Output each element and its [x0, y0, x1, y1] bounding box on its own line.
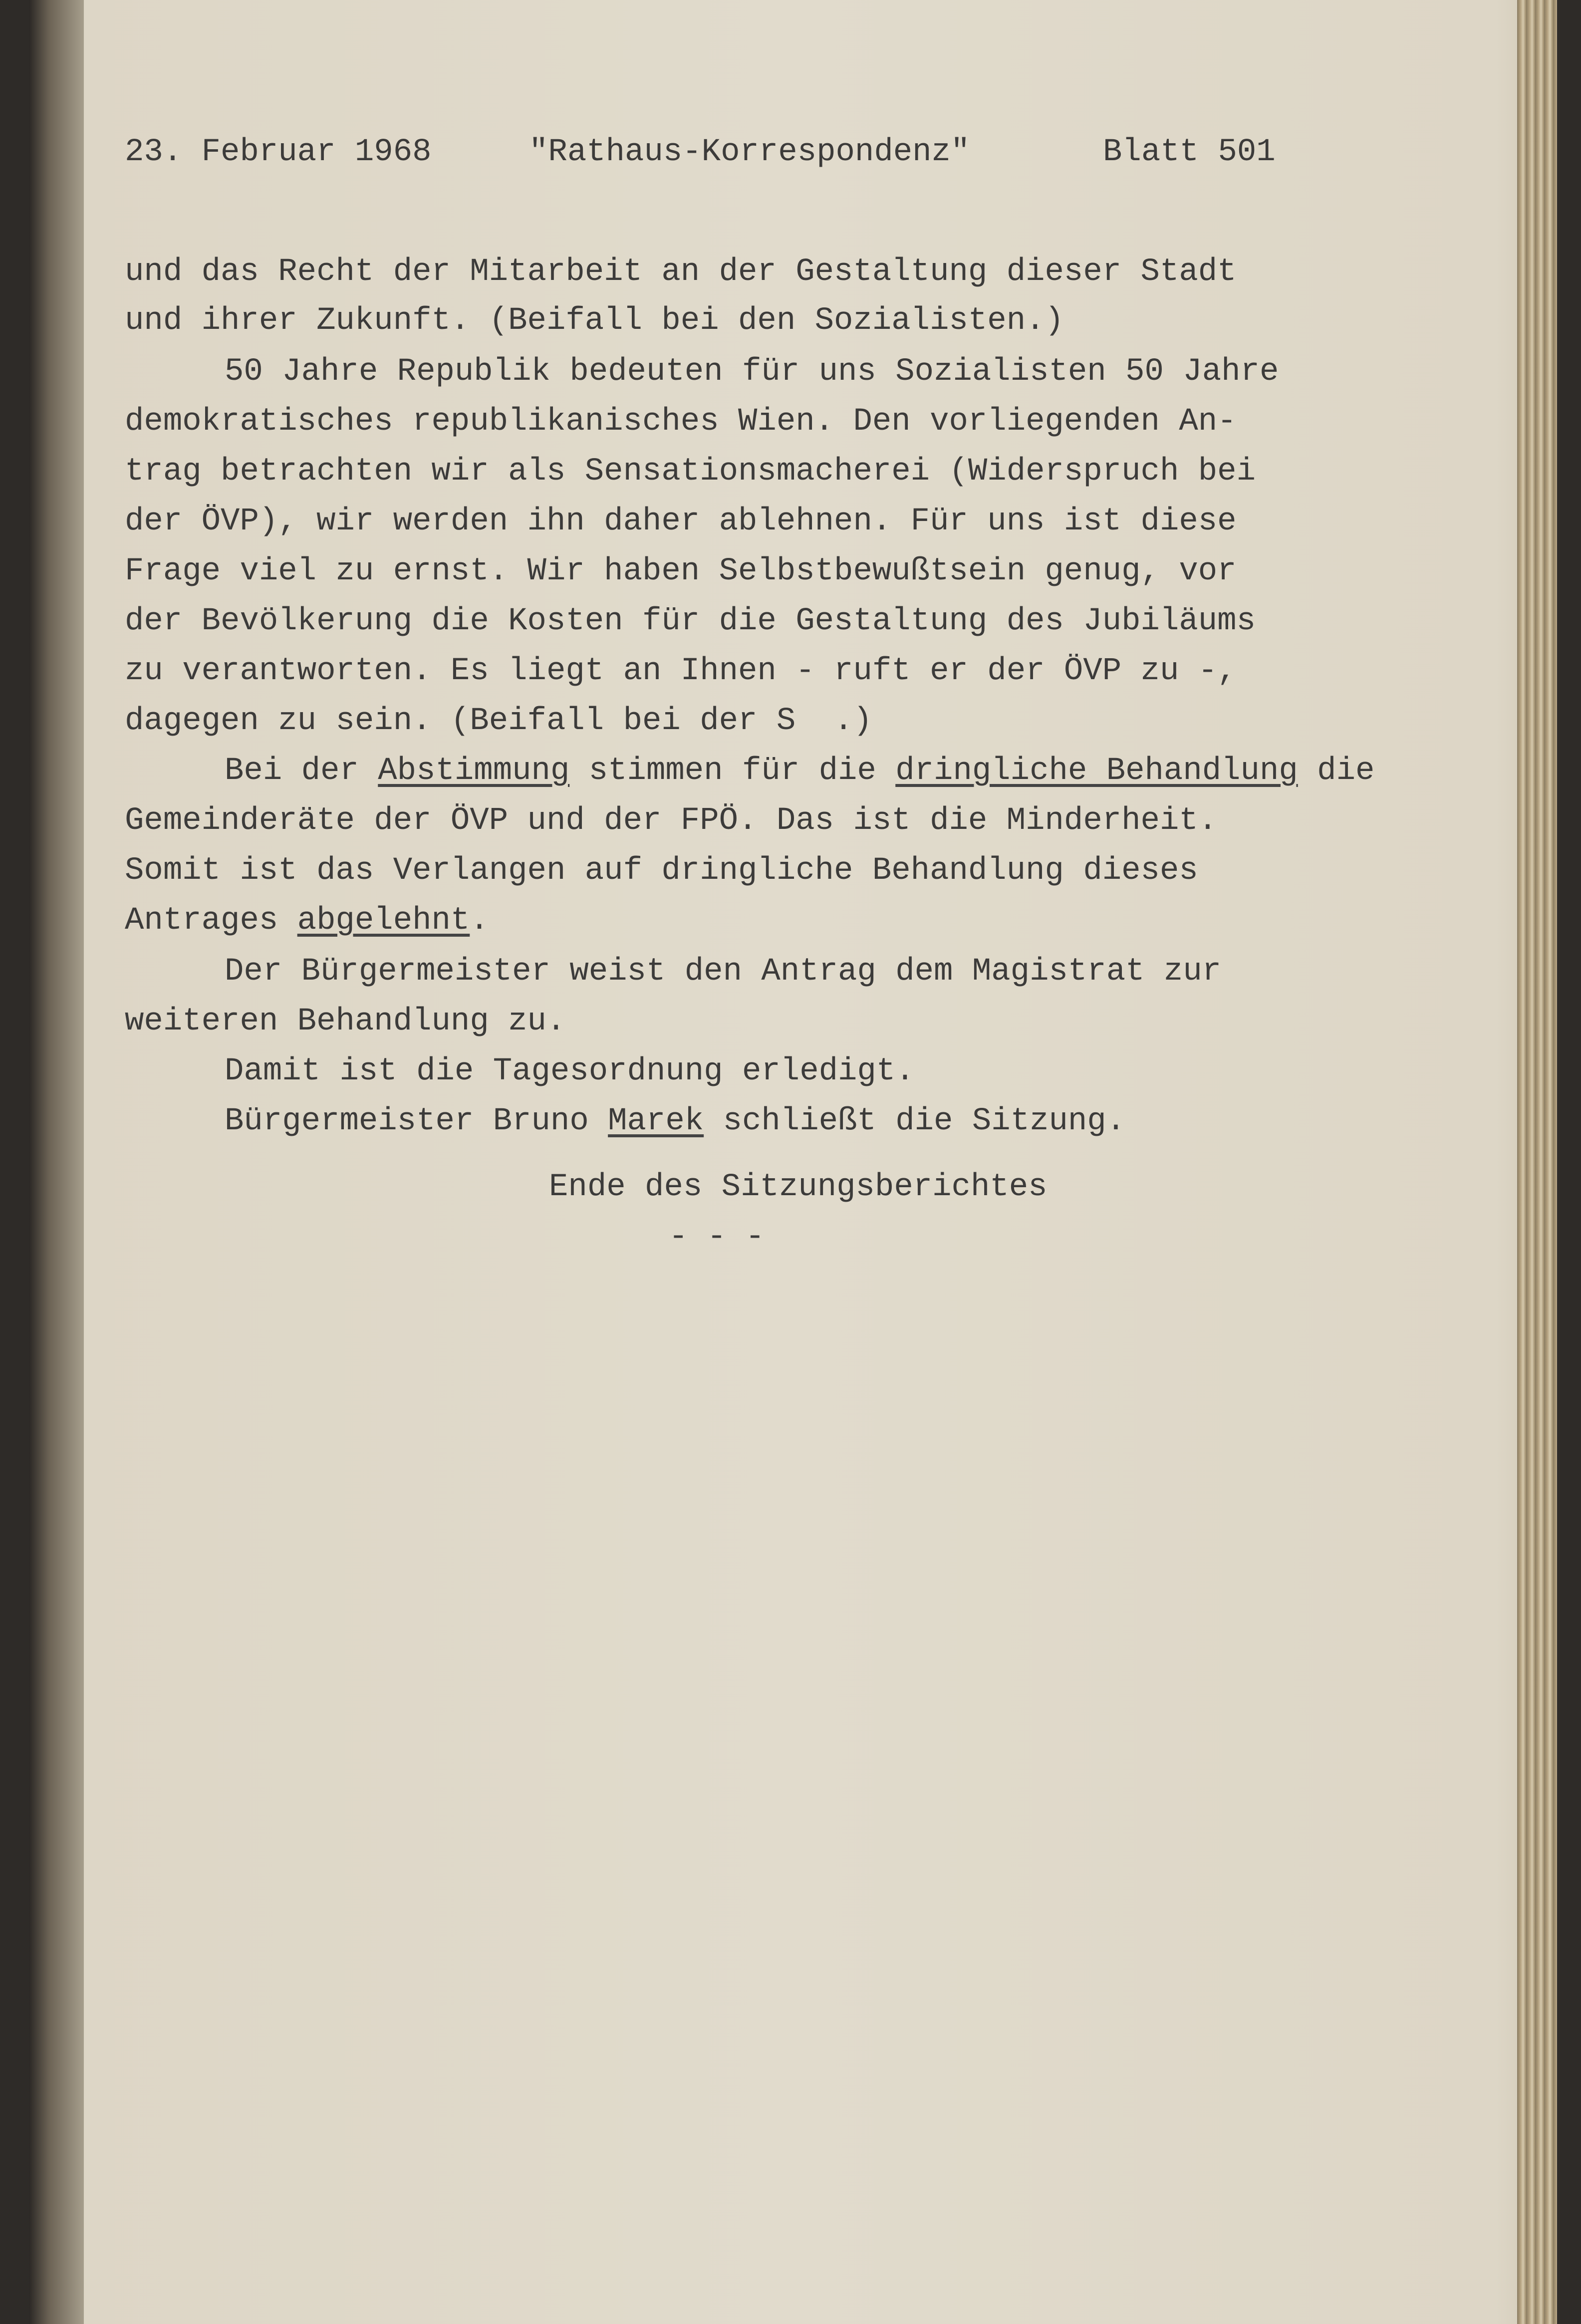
header-date: 23. Februar 1968 [125, 134, 432, 170]
text-line: dagegen zu sein. (Beifall bei der S .) [125, 703, 872, 739]
text-line [125, 896, 489, 945]
text-line: demokratisches republikanisches Wien. Den vorliegenden An- [125, 404, 1237, 440]
underlined-word: Abstimmung [378, 753, 570, 789]
underlined-word: dringliche Behandlung [895, 753, 1298, 789]
text-fragment: Antrages [125, 903, 297, 939]
text-line: trag betrachten wir als Sensationsmacherei (Widerspruch bei [125, 454, 1256, 490]
header-sheet: Blatt 501 [1103, 134, 1276, 170]
text-line: Damit ist die Tagesordnung erledigt. [225, 1053, 915, 1089]
text-line: Gemeinderäte der ÖVP und der FPÖ. Das ist die Minderheit. [125, 803, 1218, 839]
header-publication: "Rathaus-Korrespondenz" [529, 134, 970, 170]
text-line: 50 Jahre Republik bedeuten für uns Sozialisten 50 Jahre [225, 354, 1279, 390]
page-edge [1517, 0, 1557, 2324]
text-line [225, 1097, 1125, 1146]
text-fragment: Bei der [225, 753, 378, 789]
text-line: zu verantworten. Es liegt an Ihnen - ruft er der ÖVP zu -, [125, 653, 1237, 689]
text-line: der Bevölkerung die Kosten für die Gestaltung des Jubiläums [125, 603, 1256, 639]
text-line: Der Bürgermeister weist den Antrag dem Magistrat zur [225, 954, 1222, 990]
text-line: Somit ist das Verlangen auf dringliche Behandlung dieses [125, 853, 1198, 889]
text-line: und ihrer Zukunft. (Beifall bei den Sozialisten.) [125, 303, 1064, 339]
text-fragment: . [470, 903, 489, 939]
closing-dashes: - - - [669, 1219, 765, 1255]
text-fragment: stimmen für die [569, 753, 896, 789]
text-fragment: die [1298, 753, 1375, 789]
text-fragment: Bürgermeister Bruno [225, 1103, 608, 1139]
text-line: Frage viel zu ernst. Wir haben Selbstbewußtsein genug, vor [125, 553, 1237, 589]
binding-shadow [29, 0, 84, 2324]
text-line: der ÖVP), wir werden ihn daher ablehnen. Für uns ist diese [125, 504, 1237, 539]
text-line: und das Recht der Mitarbeit an der Gestaltung dieser Stadt [125, 254, 1237, 290]
end-of-report: Ende des Sitzungsberichtes [549, 1169, 1048, 1205]
text-fragment: schließt die Sitzung. [704, 1103, 1126, 1139]
underlined-word: Marek [608, 1103, 704, 1139]
underlined-word: abgelehnt [297, 903, 470, 939]
vote-line [225, 747, 1374, 795]
page-header [125, 128, 1276, 177]
text-line: weiteren Behandlung zu. [125, 1004, 566, 1039]
